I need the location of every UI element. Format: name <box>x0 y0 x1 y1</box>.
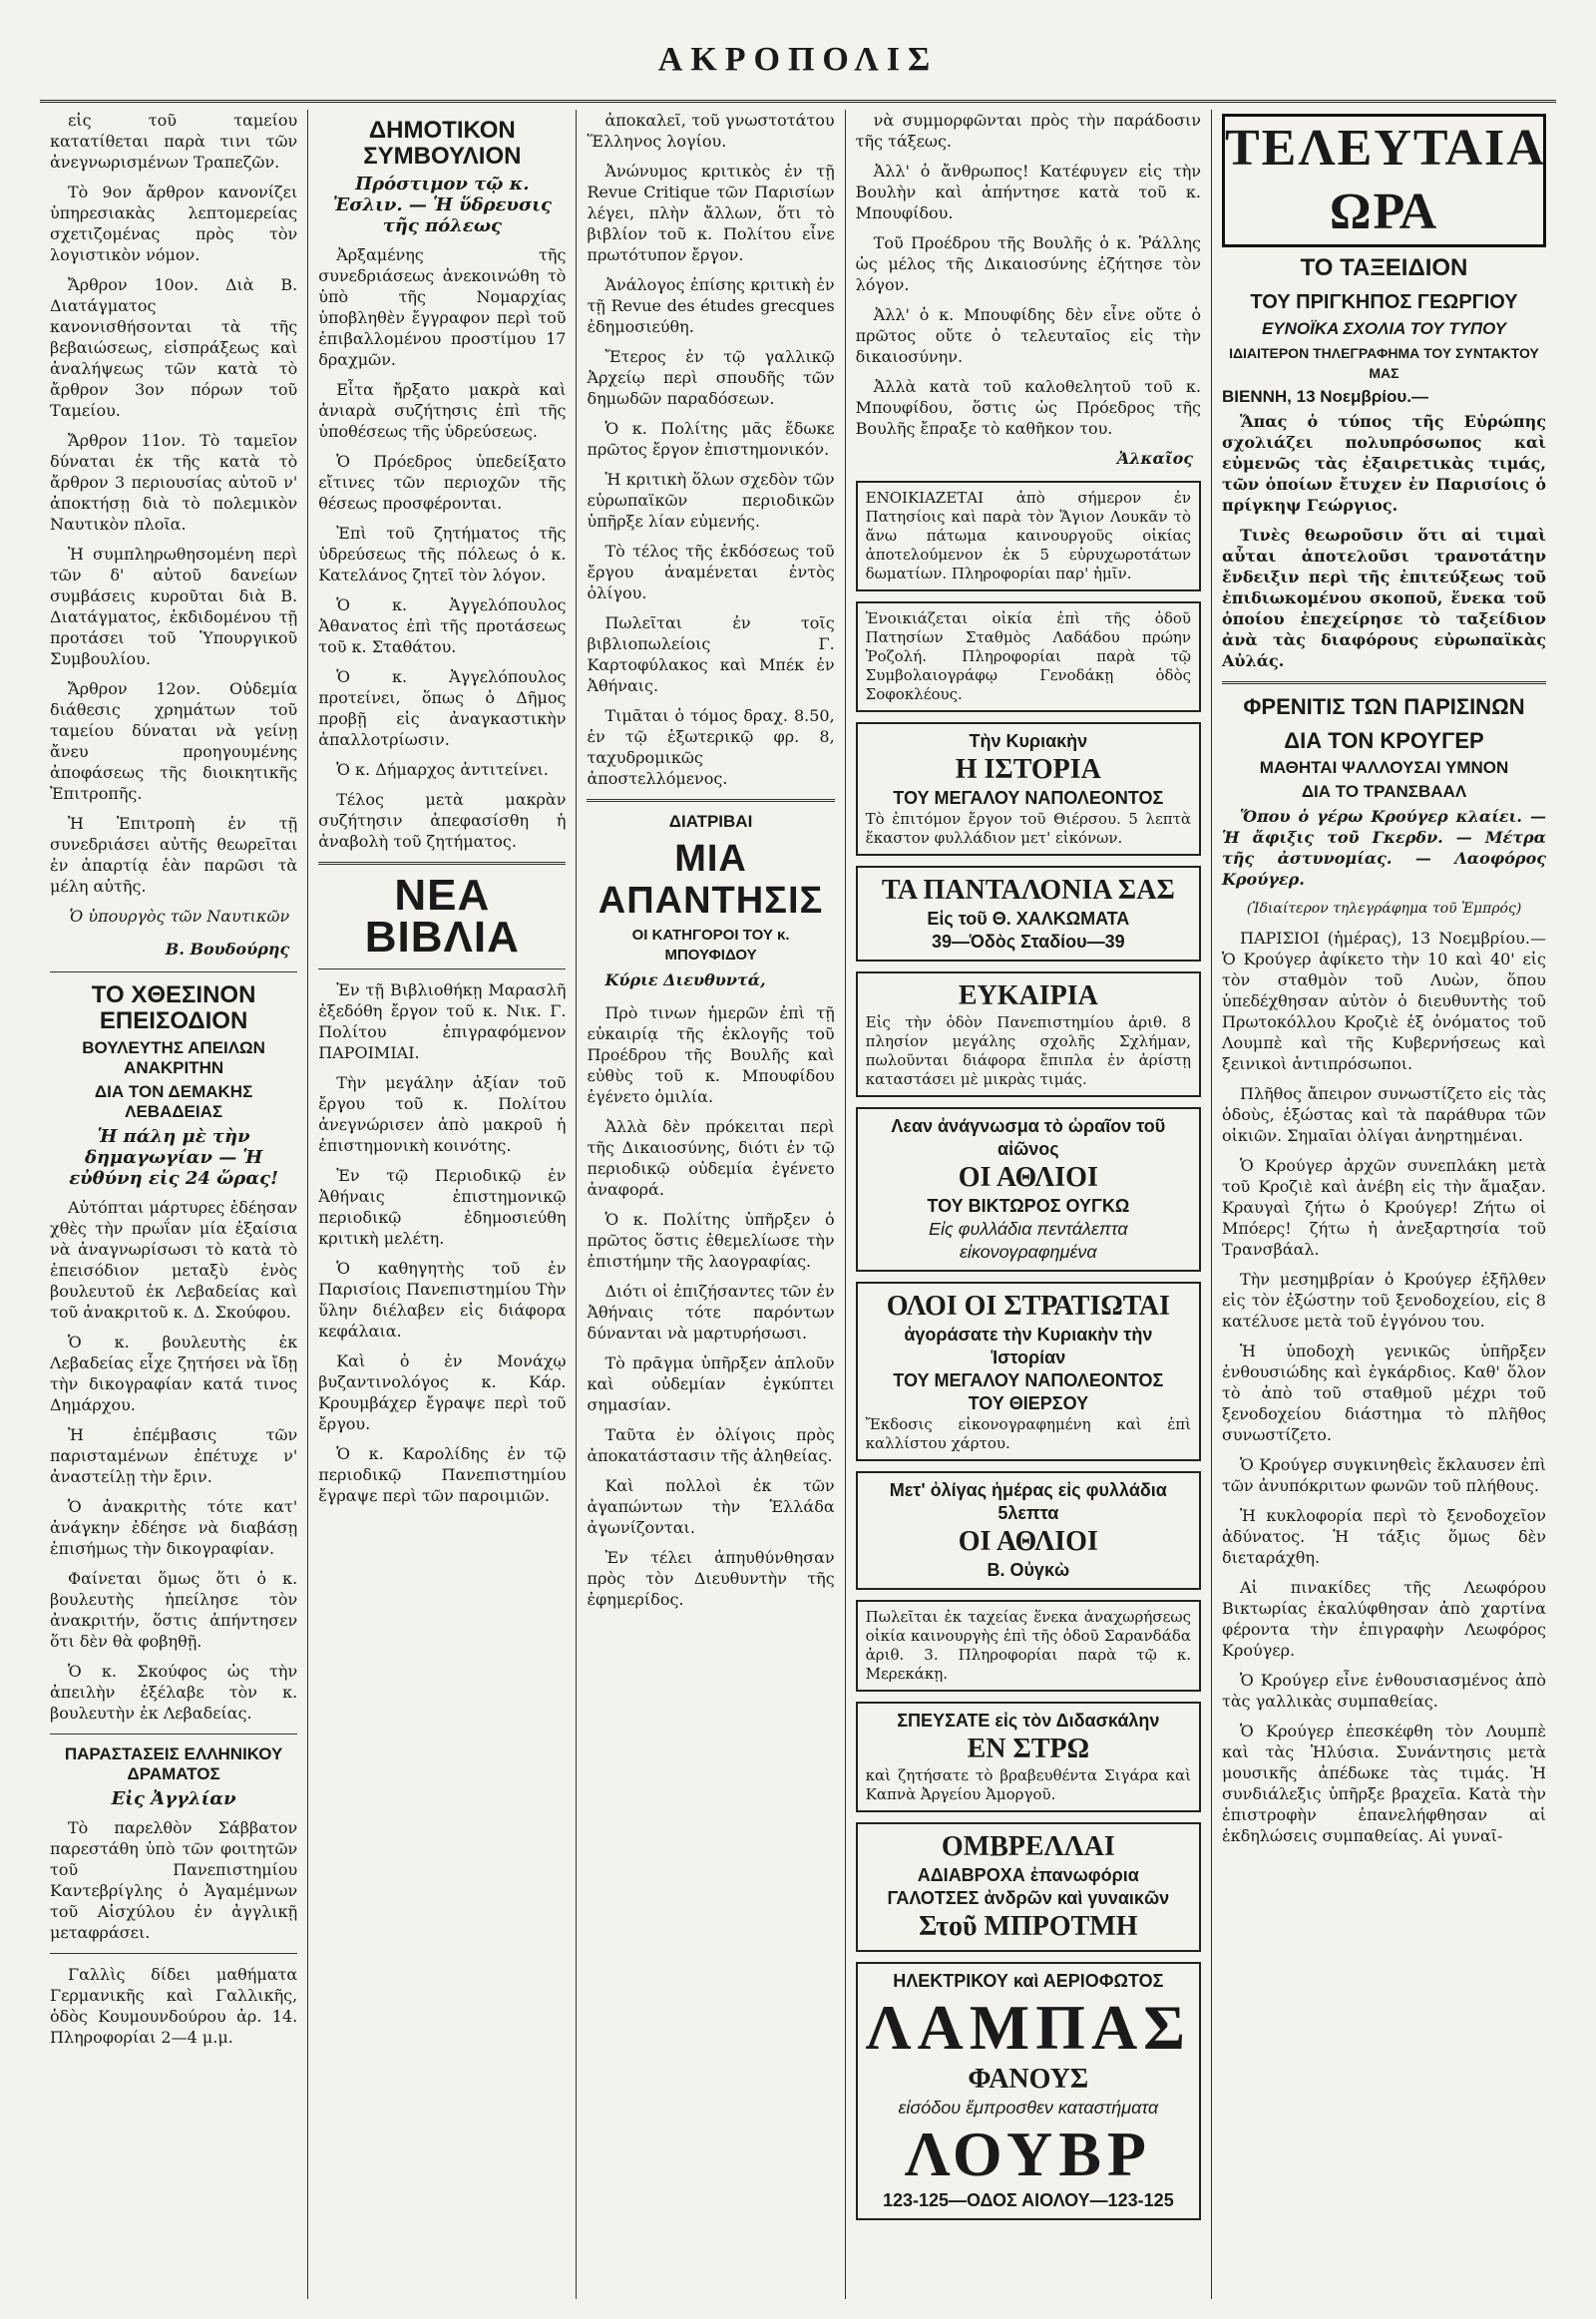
headline-prince: ΤΟΥ ΠΡΙΓΚΗΠΟΣ ΓΕΩΡΓΙΟΥ <box>1250 291 1518 313</box>
paragraph: Ἀλλὰ κατὰ τοῦ καλοθελητοῦ τοῦ κ. Μπουφίδου, ὅστις ὡς Πρόεδρος τῆς Βουλῆς ἔπραξε τὸ καθῆκον του. <box>855 377 1201 438</box>
paragraph: Ὁ κ. Ἀγγελόπουλος Ἀθανατος ἐπὶ τῆς προτάσεως τοῦ κ. Σταθάτου. <box>318 595 567 656</box>
headline-kruger: ΔΙΑ ΤΟΝ ΚΡΟΥΓΕΡ <box>1284 728 1484 753</box>
paragraph: Ἀλλ' ὁ κ. Μπουφίδης δὲν εἶνε οὔτε ὁ πρῶτος οὔτε ὁ τελευταῖος εἰς τὴν δικαιοσύνην. <box>855 305 1201 366</box>
subhead-incident-2: ΔΙΑ ΤΟΝ ΔΕΜΑΚΗΣ ΛΕΒΑΔΕΙΑΣ <box>94 1082 253 1121</box>
paragraph: Ὁ ἀνακριτὴς τότε κατ' ἀνάγκην ἐδέησε νὰ διαβάσῃ ἐπισήμως τὴν δικογραφίαν. <box>50 1497 298 1558</box>
paragraph: Αὐτόπται μάρτυρες ἐδέησαν χθὲς τὴν πρωΐαν μία ἐξαίσια νὰ ἀναγνωρίσωσι τὸ κατὰ τὸ ἐπεισόδιον μεταξὺ ἑνὸς βουλευτοῦ ἐκ Λεβαδείας καὶ τοῦ ἀνακριτοῦ κ. Δ. Σκούφου. <box>50 1198 298 1322</box>
paragraph: Ὁ κ. Ἀγγελόπουλος προτείνει, ὅπως ὁ Δῆμος προβῇ εἰς ἀναγκαστικὴν ἀπαλλοτρίωσιν. <box>318 667 567 749</box>
ad-line: ΤΟΥ ΒΙΚΤΩΡΟΣ ΟΥΓΚΩ <box>927 1196 1130 1216</box>
paragraph: Τὸ τέλος τῆς ἐκδόσεως τοῦ ἔργου ἀναμένεται ἐντὸς ὀλίγου. <box>587 542 835 602</box>
ad-title: ΕΥΚΑΙΡΙΑ <box>958 980 1098 1011</box>
ad-title: ΤΑ ΠΑΝΤΑΛΟΝΙΑ ΣΑΣ <box>881 875 1175 906</box>
salutation: Κύριε Διευθυντά, <box>604 970 766 989</box>
paragraph: Ἀρξαμένης τῆς συνεδριάσεως ἀνεκοινώθη τὸ ὑπὸ τῆς Νομαρχίας ὑποβληθὲν ἔγγραφον περὶ τοῦ ἐπιβαλλομένου προστίμου 17 δραχμῶν. <box>318 245 567 369</box>
paragraph: Ἡ ὑποδοχὴ γενικῶς ὑπῆρξεν ἐνθουσιώδης καὶ ἐγκάρδιος. Καθ' ὅλον τὸ ἀπὸ τοῦ σταθμοῦ μέχρι τοῦ ξενοδοχείου διάστημα τὸ πλῆθος συνωστίζετο. <box>1222 1342 1546 1444</box>
headline-new-books: ΝΕΑ ΒΙΒΛΙΑ <box>364 871 520 962</box>
divider <box>50 1953 297 1954</box>
paragraph: Ἐν τῇ Βιβλιοθήκῃ Μαρασλῆ ἐξεδόθη ἔργον τοῦ κ. Νικ. Γ. Πολίτου ἐπιγραφόμενον ΠΑΡΟΙΜΙΑΙ. <box>318 980 567 1062</box>
paragraph: Τὴν μεγάλην ἀξίαν τοῦ ἔργου τοῦ κ. Πολίτου ἀνεγνώρισεν ἀπὸ μακροῦ ἡ ἐπιστημονικὴ κοινότης. <box>318 1073 567 1155</box>
ad-les-miserables-2 <box>856 1471 1201 1590</box>
ad-address: 123-125—ΟΔΟΣ ΑΙΟΛΟΥ—123-125 <box>882 2190 1174 2210</box>
headline-journey: ΤΟ ΤΑΞΕΙΔΙΟΝ <box>1300 254 1468 281</box>
paragraph: Καὶ πολλοὶ ἐκ τῶν ἀγαπώντων τὴν Ἑλλάδα ἀγωνίζονται. <box>587 1476 835 1537</box>
lead-paragraph: Ὅπου ὁ γέρω Κρούγερ κλαίει. — Ἡ ἄφιξις τοῦ Γκερδν. — Μέτρα τῆς ἀστυνομίας. — Λαοφόρος Κρούγερ. <box>1222 807 1546 889</box>
paragraph: Αἱ πινακίδες τῆς Λεωφόρου Βικτωρίας ἐκαλύφθησαν ἀπὸ χαρτίνα φέροντα τὴν ἐπιγραφὴν Λεωφόρος Κρούγερ. <box>1222 1578 1546 1660</box>
paragraph: Τὸ πρᾶγμα ὑπῆρξεν ἁπλοῦν καὶ οὐδεμίαν ἐγκύπτει σημασίαν. <box>587 1353 835 1414</box>
ad-title: ΕΝ ΣΤΡΩ <box>967 1734 1090 1764</box>
divider <box>50 971 297 972</box>
ad-store-name: ΛΟΥΒΡ <box>904 2119 1152 2189</box>
ad-text: Πωλεῖται ἐκ ταχείας ἕνεκα ἀναχωρήσεως οἰκία καινουργὴς ἐπὶ τῆς ὁδοῦ Σαρανδάδα ἀριθ. 3. Πληροφορίαι παρὰ τῷ κ. Μερεκάκῃ. <box>865 1608 1191 1683</box>
paragraph: Ὁ κ. Πολίτης ὑπῆρξεν ὁ πρῶτος ὅστις ἐθεμελίωσε τὴν ἐπιστήμην τῆς λαογραφίας. <box>587 1210 835 1271</box>
ad-lamps <box>856 1962 1201 2220</box>
lead-paragraph: Τινὲς θεωροῦσιν ὅτι αἱ τιμαὶ αὗται ἀποτελοῦσι τρανοτάτην ἔνδειξιν περὶ τῆς ἐπιτεύξεως τοῦ ἐπιδιωκομένου σκοποῦ, ἕνεκα τοῦ ὁποίου ἐπεχείρησε τὸ ταξείδιον ἀνὰ τὰς διαφόρους εὐρωπαϊκὰς Αὐλάς. <box>1222 526 1546 670</box>
classified-ad: Γαλλὶς δίδει μαθήματα Γερμανικῆς καὶ Γαλλικῆς, ὁδὸς Κουμουνδούρου ἀρ. 14. Πληροφορίαι 2—4 μ.μ. <box>50 1965 298 2047</box>
ad-line: Εἰς φυλλάδια πεντάλεπτα εἰκονογραφημένα <box>928 1219 1128 1262</box>
paragraph: Ἡ συμπληρωθησομένη περὶ τῶν δ' αὐτοῦ δανείων συμβάσεις κυροῦται διὰ Β. Διατάγματος, ἐκδιδομένου τῇ προτάσει τοῦ Ὑπουργικοῦ Συμβουλίου. <box>50 545 298 668</box>
last-hour-box-title: ΤΕΛΕΥΤΑΙΑ ΩΡΑ <box>1222 114 1546 247</box>
headline-incident: ΤΟ ΧΘΕΣΙΝΟΝ ΕΠΕΙΣΟΔΙΟΝ <box>91 981 256 1034</box>
headline-theatre: ΠΑΡΑΣΤΑΣΕΙΣ ΕΛΛΗΝΙΚΟΥ ΔΡΑΜΑΤΟΣ <box>64 1744 283 1783</box>
ad-house-sale <box>856 1600 1201 1692</box>
signature: Β. Βουδούρης <box>165 940 290 959</box>
dateline: ΒΙΕΝΝΗ, 13 Νοεμβρίου.— <box>1222 387 1428 406</box>
ad-line: εἰσόδου ἔμπροσθεν καταστήματα <box>898 2098 1159 2118</box>
ad-line: ΤΟΥ ΘΙΕΡΣΟΥ <box>968 1393 1089 1413</box>
paragraph: Ἐν τῷ Περιοδικῷ ἐν Ἀθήναις ἐπιστημονικῷ περιοδικῷ ἐδημοσιεύθη κριτικὴ μελέτη. <box>318 1166 567 1248</box>
ad-title: ΟΛΟΙ ΟΙ ΣΤΡΑΤΙΩΤΑΙ <box>886 1291 1170 1322</box>
ad-cigarettes <box>856 1702 1201 1812</box>
paragraph: Ὁ κ. Πολίτης μᾶς ἔδωκε πρῶτος ἔργον ἐπιστημονικόν. <box>587 419 835 459</box>
paragraph: Τὴν μεσημβρίαν ὁ Κρούγερ ἐξῆλθεν εἰς τὸν ἐξώστην τοῦ ξενοδοχείου, εἰς 8 κατέλυσε μετὰ τοῦ ἐγγόνου του. <box>1222 1270 1546 1331</box>
paragraph: Διότι οἱ ἐπιζήσαντες τῶν ἐν Ἀθήναις τότε παρόντων δύνανται νὰ μαρτυρήσωσι. <box>587 1282 835 1343</box>
deck: Ἡ πάλη μὲ τὴν δημαγωγίαν — Ἡ εὐθύνη εἰς 24 ὥρας! <box>69 1126 278 1189</box>
paragraph: Πλῆθος ἄπειρον συνωστίζετο εἰς τὰς ὁδοὺς, ἐξώστας καὶ τὰ παράθυρα τῶν οἰκιῶν. Σημαῖαι ὀλίγαι ἀνηρτημέναι. <box>1222 1084 1546 1145</box>
paragraph: Ἡ κριτικὴ ὅλων σχεδὸν τῶν εὐρωπαϊκῶν περιοδικῶν ὑπῆρξε λίαν εὐμενής. <box>587 470 835 531</box>
paragraph: εἰς τοῦ ταμείου κατατίθεται παρὰ τινι τῶν ἀνεγνωρισμένων Τραπεζῶν. <box>50 111 298 172</box>
subhead-answer: ΟΙ ΚΑΤΗΓΟΡΟΙ ΤΟΥ κ. ΜΠΟΥΦΙΔΟΥ <box>631 927 790 964</box>
ad-title: ΟΙ ΑΘΛΙΟΙ <box>958 1526 1098 1557</box>
ad-line: ΦΑΝΟΥΣ <box>968 2064 1089 2095</box>
subhead-transvaal: ΔΙΑ ΤΟ ΤΡΑΝΣΒΑΑΛ <box>1301 782 1467 801</box>
headline-frenzy: ΦΡΕΝΙΤΙΣ ΤΩΝ ΠΑΡΙΣΙΝΩΝ <box>1243 694 1525 719</box>
column-2 <box>308 110 577 2299</box>
ad-line: Μετ' ὀλίγας ἡμέρας εἰς φυλλάδια 5λεπτα <box>889 1480 1167 1523</box>
paragraph: Πωλεῖται ἐν τοῖς βιβλιοπωλείοις Γ. Καρτοφύλακος καὶ Μπέκ ἐν Ἀθήναις. <box>587 613 835 695</box>
ad-line: ΓΑΛΟΤΣΕΣ ἀνδρῶν καὶ γυναικῶν <box>887 1888 1170 1908</box>
paragraph: Εἶτα ἤρξατο μακρὰ καὶ ἀνιαρὰ συζήτησις ἐπὶ τῆς ὑποθέσεως τῆς ὑδρεύσεως. <box>318 380 567 441</box>
column-3 <box>577 110 845 2299</box>
ad-umbrellas <box>856 1822 1201 1952</box>
columns <box>40 110 1556 2299</box>
deck: Πρόστιμον τῷ κ. Ἐσλιν. — Ἡ ὕδρευσις τῆς πόλεως <box>332 174 552 236</box>
paragraph: Ὁ Κρούγερ συγκινηθεὶς ἔκλαυσεν ἐπὶ τῶν ἀνυπόκριτων φωνῶν τοῦ πλήθους. <box>1222 1455 1546 1495</box>
paragraph: Ὁ Πρόεδρος ὑπεδείξατο εἴτινες τῶν περιοχῶν τῆς θέσεως προσφέρονται. <box>318 452 567 513</box>
theatre-subhead: Εἰς Ἀγγλίαν <box>111 1788 236 1809</box>
lead-paragraph: Ἅπας ὁ τύπος τῆς Εὐρώπης σχολιάζει πολυπρόσωπος καὶ εὐμενῶς τὰς ἐξαιρετικὰς τιμάς, τῶν ὁποίων ἔτυχεν ἐν Παρισίοις ὁ πρίγκηψ Γεώργιος. <box>1222 412 1546 515</box>
ad-line: Στοῦ ΜΠΡΟΤΜΗ <box>919 1911 1138 1942</box>
ad-line: ΑΔΙΑΒΡΟΧΑ ἐπανωφόρια <box>917 1865 1139 1885</box>
divider <box>1222 681 1546 684</box>
paragraph: Ἡ Ἐπιτροπὴ ἐν τῇ συνεδριάσει αὐτῆς θεωρεῖται ἐν ἀπαρτίᾳ ἐὰν παρῶσι τὰ μέλη αὐτῆς. <box>50 814 298 896</box>
paragraph: Ὁ καθηγητὴς τοῦ ἐν Παρισίοις Πανεπιστημίου Τὴν ὕλην διέλαβεν εἰς διάφορα κεφάλαια. <box>318 1259 567 1341</box>
ad-title: ΛΑΜΠΑΣ <box>865 1992 1191 2063</box>
subhead-telegram: ΙΔΙΑΙΤΕΡΟΝ ΤΗΛΕΓΡΑΦΗΜΑ ΤΟΥ ΣΥΝΤΑΚΤΟΥ ΜΑΣ <box>1229 345 1539 381</box>
paragraph: Ταῦτα ἐν ὀλίγοις πρὸς ἀποκατάστασιν τῆς ἀληθείας. <box>587 1425 835 1465</box>
paragraph: Ἀλλὰ δὲν πρόκειται περὶ τῆς Δικαιοσύνης, διότι ἐν τῷ περιοδικῷ οὐδεμία ἐγένετο ἀναφορά. <box>587 1117 835 1199</box>
ad-rent-2 <box>856 601 1201 712</box>
paragraph: ΠΑΡΙΣΙΟΙ (ἡμέρας), 13 Νοεμβρίου.— Ὁ Κρούγερ ἀφίκετο τὴν 10 καὶ 40' εἰς τὸν σταθμὸν τοῦ Λυὼν, ὅπου ὑπεδέχθησαν αὐτὸν ὁ διευθυντὴς τοῦ Πρωτοκόλλου Κροζιὲ ἐξ ὀνόματος τοῦ Λουμπὲ καὶ τῆς Κυβερνήσεως καὶ ξεινικοὶ ἀντιπρόσωποι. <box>1222 929 1546 1073</box>
ad-opportunity <box>856 971 1201 1097</box>
headline-council: ΔΗΜΟΤΙΚΟΝ ΣΥΜΒΟΥΛΙΟΝ <box>363 117 522 170</box>
ad-text: Τὸ ἐπιτόμον ἔργον τοῦ Θιέρσου. 5 λεπτὰ ἕκαστον φυλλάδιον μετ' εἰκόνων. <box>865 810 1191 847</box>
ad-rent <box>856 481 1201 591</box>
section-label: ΔΙΑΤΡΙΒΑΙ <box>668 812 753 831</box>
paragraph: Ὁ Κρούγερ εἶνε ἐνθουσιασμένος ἀπὸ τὰς γαλλικὰς συμπαθείας. <box>1222 1671 1546 1711</box>
paragraph: Ἀνάλογος ἐπίσης κριτικὴ ἐν τῇ Revue des études grecques ἐδημοσιεύθη. <box>587 275 835 336</box>
ad-text: Ἔκδοσις εἰκονογραφημένη καὶ ἐπὶ καλλίστου χάρτου. <box>865 1415 1191 1452</box>
subhead-press: ΕΥΝΟΪΚΑ ΣΧΟΛΙΑ ΤΟΥ ΤΥΠΟΥ <box>1261 319 1507 338</box>
paragraph: Τὸ παρελθὸν Σάββατον παρεστάθη ὑπὸ τῶν φοιτητῶν τοῦ Πανεπιστημίου Καντεβρίγλης ὁ Ἀγαμέμνων τοῦ Αἰσχύλου ἐν ἀγγλικῇ μεταφράσει. <box>50 1818 298 1942</box>
paragraph: Ὁ Κρούγερ ἀρχῶν συνεπλάκη μετὰ τοῦ Κροζιὲ καὶ ἀνέβη εἰς τὴν ἅμαξαν. Κραυγαὶ ζήτω ὁ Κρούγερ! Ζήτω οἱ Μπόερς! ζήτω ἡ ἀνεξαρτησία τοῦ Τρανσβάαλ. <box>1222 1156 1546 1259</box>
divider <box>318 862 566 865</box>
column-1 <box>40 110 308 2299</box>
paragraph: Ἀνώνυμος κριτικὸς ἐν τῇ Revue Critique τῶν Παρισίων λέγει, πλὴν ἄλλων, ὅτι τὸ βιβλίον τοῦ κ. Πολίτου εἶνε πρωτότυπον ἔργον. <box>587 162 835 264</box>
signature: Ἀλκαῖος <box>1116 449 1193 468</box>
paragraph: Τιμᾶται ὁ τόμος δραχ. 8.50, ἐν τῷ ἐξωτερικῷ φρ. 8, ταχυδρομικῶς ἀποστελλόμενος. <box>587 706 835 788</box>
paragraph: Ὁ κ. Δήμαρχος ἀντιτείνει. <box>336 760 549 779</box>
ad-line: Εἰς τοῦ Θ. ΧΑΛΚΩΜΑΤΑ <box>927 909 1130 929</box>
ad-text: ΕΝΟΙΚΙΑΖΕΤΑΙ ἀπὸ σήμερον ἐν Πατησίοις καὶ παρὰ τὸν Ἅγιον Λουκᾶν τὸ ἄνω πάτωμα καινουργοῦς οἰκίας ἀποτελούμενον ἐκ 5 εὐρυχωροτάτων δωματίων. Πληροφορίαι παρ' ἡμῖν. <box>865 489 1191 582</box>
ad-line: Τὴν Κυριακὴν <box>969 731 1088 751</box>
column-5 <box>1212 110 1556 2299</box>
ad-text: Ἐνοικιάζεται οἰκία ἐπὶ τῆς ὁδοῦ Πατησίων Σταθμὸς Λαδάδου πρώην Ῥοζολή. Πληροφορίαι παρὰ τῷ Συμβολαιογράφῳ Γενοδάκῃ ὁδὸς Σοφοκλέους. <box>865 609 1191 703</box>
paragraph: Ἐν τέλει ἀπηυθύνθησαν πρὸς τὸν Διευθυντὴν τῆς ἐφημερίδος. <box>587 1548 835 1609</box>
paragraph: Τέλος μετὰ μακρὰν συζήτησιν ἀπεφασίσθη ἡ ἀναβολὴ τοῦ ζητήματος. <box>318 790 567 851</box>
paragraph: Καὶ ὁ ἐν Μονάχῳ βυζαντινολόγος κ. Κάρ. Κρουμβάχερ ἔγραψε περὶ τοῦ ἔργου. <box>318 1352 567 1433</box>
subhead-students: ΜΑΘΗΤΑΙ ΨΑΛΛΟΥΣΑΙ ΥΜΝΟΝ <box>1259 758 1509 777</box>
ad-line: ΗΛΕΚΤΡΙΚΟΥ καὶ ΑΕΡΙΟΦΩΤΟΣ <box>893 1971 1164 1991</box>
ad-trousers <box>856 866 1201 962</box>
ad-line: ΣΠΕΥΣΑΤΕ εἰς τὸν Διδασκάλην <box>897 1711 1160 1731</box>
ad-line: ΤΟΥ ΜΕΓΑΛΟΥ ΝΑΠΟΛΕΟΝΤΟΣ <box>893 1370 1164 1390</box>
paragraph: ἀποκαλεῖ, τοῦ γνωστοτάτου Ἕλληνος λογίου. <box>587 111 835 151</box>
headline-answer: ΜΙΑ ΑΠΑΝΤΗΣΙΣ <box>598 838 824 922</box>
paragraph: Ἄρθρον 11ον. Τὸ ταμεῖον δύναται ἐκ τῆς κατὰ τὸ ἄρθρον 3 περιουσίας αὐτοῦ ν' ἀποκτήσῃ διὰ τὸ πολεμικὸν Ναυτικὸν πλοῖα. <box>50 431 298 534</box>
subhead-incident: ΒΟΥΛΕΥΤΗΣ ΑΠΕΙΛΩΝ ΑΝΑΚΡΙΤΗΝ <box>82 1038 265 1077</box>
paragraph: Ὁ κ. βουλευτὴς ἐκ Λεβαδείας εἶχε ζητήσει νὰ ἴδῃ τὴν δικογραφίαν κατά τινος Δημάρχου. <box>50 1333 298 1414</box>
ad-line: Β. Οὐγκὼ <box>987 1560 1070 1580</box>
paragraph: Τὸ 9ον ἄρθρον κανονίζει ὑπηρεσιακὰς λεπτομερείας σχετιζομένας πρὸς τὸν λογιστικὸν νόμον. <box>50 183 298 264</box>
ad-napoleon-history <box>856 722 1201 856</box>
ad-title: ΟΙ ΑΘΛΙΟΙ <box>958 1162 1098 1193</box>
ad-line: ἀγοράσατε τὴν Κυριακὴν τὴν Ἱστορίαν <box>904 1325 1153 1367</box>
paragraph: Τοῦ Προέδρου τῆς Βουλῆς ὁ κ. Ῥάλλης ὡς μέλος τῆς Δικαιοσύνης ἐζήτησε τὸν λόγον. <box>855 233 1201 294</box>
telegram-note: (Ἰδιαίτερον τηλεγράφημα τοῦ Ἐμπρός) <box>1246 901 1522 917</box>
ad-title: ΟΜΒΡΕΛΛΑΙ <box>941 1831 1115 1862</box>
column-4 <box>846 110 1212 2299</box>
paragraph: Ὁ κ. Σκούφος ὡς τὴν ἀπειλὴν ἐξέλαβε τὸν κ. βουλευτὴν ἐκ Λεβαδείας. <box>50 1662 298 1723</box>
masthead-title: ΑΚΡΟΠΟΛΙΣ <box>657 41 939 78</box>
ad-title: Η ΙΣΤΟΡΙΑ <box>955 754 1101 785</box>
masthead <box>40 30 1556 103</box>
divider <box>318 968 566 969</box>
paragraph: Ἡ ἐπέμβασις τῶν παρισταμένων ἐπέτυχε ν' ἀναστείλῃ τὴν ἔριν. <box>50 1425 298 1486</box>
divider <box>587 799 834 802</box>
signature-title: Ὁ ὑπουργὸς τῶν Ναυτικῶν <box>69 907 290 926</box>
ad-les-miserables <box>856 1107 1201 1272</box>
paragraph: Ἄρθρον 12ον. Οὐδεμία διάθεσις χρημάτων τοῦ ταμείου δύναται νὰ γείνῃ ἄνευ προηγουμένης ἀποφάσεως τῆς διοικητικῆς Ἐπιτροπῆς. <box>50 679 298 803</box>
paragraph: Ὁ κ. Καρολίδης ἐν τῷ περιοδικῷ Πανεπιστημίου ἔγραψε περὶ τῶν παροιμιῶν. <box>318 1444 567 1505</box>
paragraph: Φαίνεται ὅμως ὅτι ὁ κ. βουλευτὴς ἠπείλησε τὸν ἀνακριτήν, ὅστις ἀπήντησεν ὅτι δὲν θὰ φοβηθῇ. <box>50 1569 298 1651</box>
paragraph: Ἔτερος ἐν τῷ γαλλικῷ Ἀρχείῳ περὶ σπουδῆς τῶν δημωδῶν παραδόσεων. <box>587 347 835 408</box>
ad-text: Εἰς τὴν ὁδὸν Πανεπιστημίου ἀριθ. 8 πλησίον μεγάλης σχολῆς Σχλήμαν, πωλοῦνται διάφορα ἔπιπλα ἐν ἀρίστῃ καταστάσει μὲ μικρὰς τιμάς. <box>865 1013 1191 1088</box>
paragraph: νὰ συμμορφῶνται πρὸς τὴν παράδοσιν τῆς τάξεως. <box>855 111 1201 151</box>
ad-line: Λεαν ἀνάγνωσμα τὸ ὡραῖον τοῦ αἰῶνος <box>891 1116 1166 1159</box>
paragraph: Πρὸ τινων ἡμερῶν ἐπὶ τῇ εὐκαιρίᾳ τῆς ἐκλογῆς τοῦ Προέδρου τῆς Βουλῆς καὶ εὐθὺς τοῦ κ. Μπουφίδου ἐγένετο ὁμιλία. <box>587 1003 835 1106</box>
ad-line: 39—Ὁδὸς Σταδίου—39 <box>931 932 1125 952</box>
paragraph: Ἐπὶ τοῦ ζητήματος τῆς ὑδρεύσεως τῆς πόλεως ὁ κ. Κατελάνος ζητεῖ τὸν λόγον. <box>318 524 567 584</box>
paragraph: Ἄρθρον 10ον. Διὰ Β. Διατάγματος κανονισθήσονται τὰ τῆς βεβαιώσεως, εἰσπράξεως καὶ ἀναλήψεως τῶν κατὰ τὸ ἄρθρον 3ον πόρων τοῦ Ταμείου. <box>50 275 298 420</box>
ad-soldiers <box>856 1282 1201 1461</box>
paragraph: Ὁ Κρούγερ ἐπεσκέφθη τὸν Λουμπὲ καὶ τὰς Ἠλύσια. Συνάντησις μετὰ μουσικῆς ἀπέδωκε τὰς τιμάς. Ἡ συνδιάλεξις ὑπῆρξε βραχεῖα. Κατὰ τὴν ἐπιστροφὴν ἐπανελήφθησαν αἱ ἐκδηλώσεις συμπαθείας. Αἱ γυναῖ- <box>1222 1722 1546 1845</box>
paragraph: Ἀλλ' ὁ ἄνθρωπος! Κατέφυγεν εἰς τὴν Βουλὴν καὶ ἀπήντησε κατὰ τοῦ κ. Μπουφίδου. <box>855 162 1201 222</box>
divider <box>50 1734 297 1735</box>
ad-line: ΤΟΥ ΜΕΓΑΛΟΥ ΝΑΠΟΛΕΟΝΤΟΣ <box>893 788 1164 808</box>
ad-text: καὶ ζητήσατε τὸ βραβευθέντα Σιγάρα καὶ Καπνὰ Ἀργείου Ἀμοργοῦ. <box>865 1766 1191 1803</box>
paragraph: Ἡ κυκλοφορία περὶ τὸ ξενοδοχεῖον ἀδύνατος. Ἡ τάξις ὅμως δὲν διεταράχθη. <box>1222 1506 1546 1567</box>
